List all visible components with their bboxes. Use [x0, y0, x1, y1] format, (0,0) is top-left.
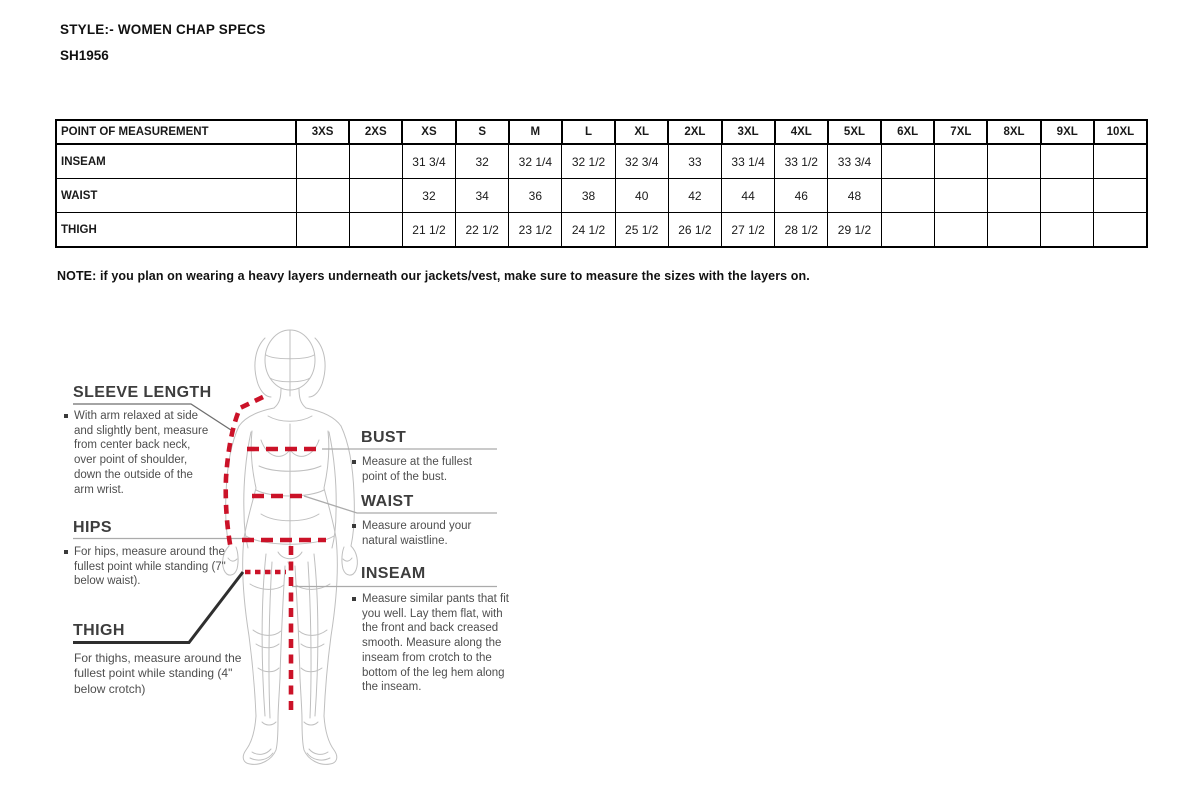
row-label-waist: WAIST [56, 179, 296, 213]
note-text: NOTE: if you plan on wearing a heavy layers underneath our jackets/vest, make sure to measure the sizes with the layers on. [57, 269, 810, 283]
waist-description: Measure around your natural waistline. [352, 519, 497, 548]
cell-thigh-8xl [987, 213, 1040, 248]
column-header-6xl: 6XL [881, 120, 934, 144]
cell-inseam-5xl: 33 3/4 [828, 144, 881, 179]
cell-inseam-xl: 32 3/4 [615, 144, 668, 179]
cell-thigh-9xl [1041, 213, 1094, 248]
cell-inseam-l: 32 1/2 [562, 144, 615, 179]
cell-waist-xs: 32 [402, 179, 455, 213]
cell-inseam-3xl: 33 1/4 [722, 144, 775, 179]
title-block [60, 22, 266, 63]
cell-thigh-l: 24 1/2 [562, 213, 615, 248]
row-label-thigh: THIGH [56, 213, 296, 248]
cell-waist-5xl: 48 [828, 179, 881, 213]
cell-waist-s: 34 [456, 179, 509, 213]
cell-inseam-8xl [987, 144, 1040, 179]
column-header-xs: XS [402, 120, 455, 144]
bullet-square [64, 414, 68, 418]
column-header-7xl: 7XL [934, 120, 987, 144]
inseam-heading: INSEAM [361, 565, 426, 582]
hips-heading: HIPS [73, 519, 112, 536]
cell-waist-9xl [1041, 179, 1094, 213]
cell-thigh-xs: 21 1/2 [402, 213, 455, 248]
measurement-guide-diagram [0, 300, 640, 789]
waist-label [361, 493, 414, 511]
bullet-square [352, 460, 356, 464]
cell-waist-l: 38 [562, 179, 615, 213]
cell-thigh-7xl [934, 213, 987, 248]
cell-thigh-5xl: 29 1/2 [828, 213, 881, 248]
sleeve-length-description: With arm relaxed at side and slightly bent, measure from center back neck, over point of shoulder, down the outside of the arm wrist. [64, 409, 212, 497]
cell-waist-2xs [349, 179, 402, 213]
column-header-3xs: 3XS [296, 120, 349, 144]
hips-description: For hips, measure around the fullest point while standing (7" below waist). [64, 545, 229, 589]
cell-waist-xl: 40 [615, 179, 668, 213]
cell-waist-4xl: 46 [775, 179, 828, 213]
thigh-label [73, 622, 125, 640]
cell-inseam-9xl [1041, 144, 1094, 179]
column-header-10xl: 10XL [1094, 120, 1147, 144]
row-label-inseam: INSEAM [56, 144, 296, 179]
column-header-point-of-measurement: POINT OF MEASUREMENT [56, 120, 296, 144]
column-header-9xl: 9XL [1041, 120, 1094, 144]
waist-heading: WAIST [361, 493, 414, 510]
cell-waist-7xl [934, 179, 987, 213]
cell-thigh-xl: 25 1/2 [615, 213, 668, 248]
column-header-2xs: 2XS [349, 120, 402, 144]
thigh-description: For thighs, measure around the fullest point while standing (4" below crotch) [74, 651, 242, 696]
cell-inseam-10xl [1094, 144, 1147, 179]
cell-waist-6xl [881, 179, 934, 213]
cell-waist-3xs [296, 179, 349, 213]
cell-inseam-2xs [349, 144, 402, 179]
bust-heading: BUST [361, 429, 407, 446]
hips-label [73, 519, 112, 537]
column-header-s: S [456, 120, 509, 144]
column-header-5xl: 5XL [828, 120, 881, 144]
cell-waist-3xl: 44 [722, 179, 775, 213]
bullet-square [352, 597, 356, 601]
cell-inseam-2xl: 33 [668, 144, 721, 179]
cell-thigh-3xs [296, 213, 349, 248]
inseam-label [361, 565, 426, 583]
cell-waist-10xl [1094, 179, 1147, 213]
cell-thigh-10xl [1094, 213, 1147, 248]
bullet-square [352, 524, 356, 528]
bust-label [361, 429, 406, 447]
sleeve-length-heading: SLEEVE LENGTH [73, 384, 212, 401]
column-header-2xl: 2XL [668, 120, 721, 144]
cell-inseam-s: 32 [456, 144, 509, 179]
cell-inseam-6xl [881, 144, 934, 179]
cell-thigh-4xl: 28 1/2 [775, 213, 828, 248]
cell-thigh-s: 22 1/2 [456, 213, 509, 248]
cell-thigh-m: 23 1/2 [509, 213, 562, 248]
table-row-thigh [56, 213, 1147, 248]
bust-description: Measure at the fullest point of the bust. [352, 455, 497, 484]
column-header-l: L [562, 120, 615, 144]
style-code: SH1956 [60, 48, 109, 63]
cell-thigh-6xl [881, 213, 934, 248]
column-header-xl: XL [615, 120, 668, 144]
cell-waist-2xl: 42 [668, 179, 721, 213]
sleeve-length-label [73, 384, 212, 402]
cell-inseam-3xs [296, 144, 349, 179]
bullet-square [64, 550, 68, 554]
page-title: STYLE:- WOMEN CHAP SPECS [60, 22, 266, 37]
cell-thigh-2xs [349, 213, 402, 248]
thigh-heading: THIGH [73, 622, 125, 639]
table-row-waist [56, 179, 1147, 213]
cell-waist-m: 36 [509, 179, 562, 213]
table-row-inseam [56, 144, 1147, 179]
cell-thigh-3xl: 27 1/2 [722, 213, 775, 248]
size-spec-table [55, 119, 1148, 248]
column-header-4xl: 4XL [775, 120, 828, 144]
cell-inseam-4xl: 33 1/2 [775, 144, 828, 179]
inseam-description: Measure similar pants that fit you well. Lay them flat, with the front and back creased smooth. Measure along the inseam from crotch to the bottom of the leg hem along the inseam. [352, 592, 514, 695]
cell-inseam-xs: 31 3/4 [402, 144, 455, 179]
column-header-m: M [509, 120, 562, 144]
column-header-3xl: 3XL [722, 120, 775, 144]
table-header-row [56, 120, 1147, 144]
column-header-8xl: 8XL [987, 120, 1040, 144]
cell-inseam-7xl [934, 144, 987, 179]
cell-waist-8xl [987, 179, 1040, 213]
cell-inseam-m: 32 1/4 [509, 144, 562, 179]
cell-thigh-2xl: 26 1/2 [668, 213, 721, 248]
